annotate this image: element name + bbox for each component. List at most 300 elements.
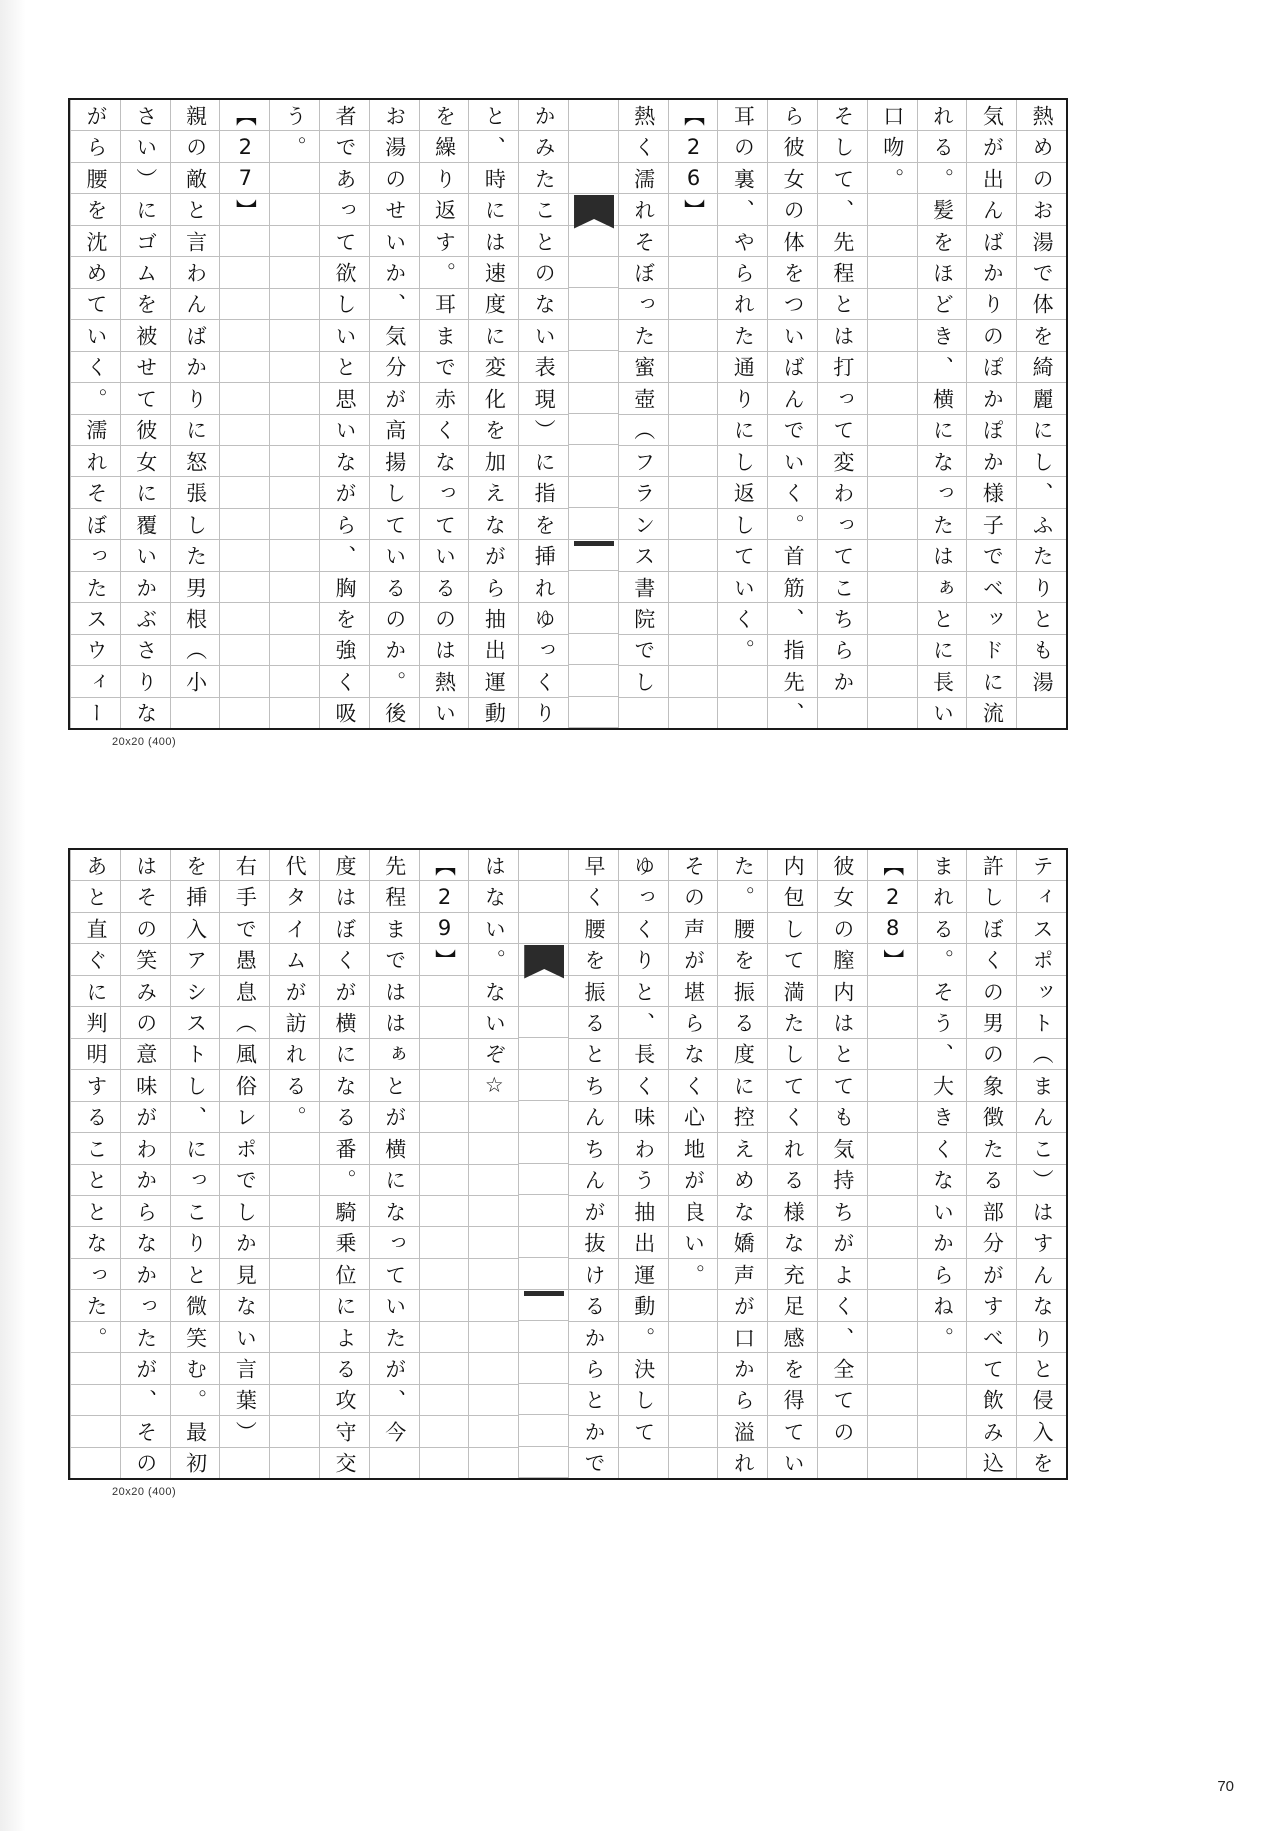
manuscript-cell: と [171,194,220,225]
manuscript-cell: 】 [420,944,469,975]
manuscript-cell [569,571,618,602]
manuscript-cell: 持 [818,1165,867,1196]
manuscript-cell: を [71,194,120,225]
manuscript-column [618,850,668,1478]
manuscript-cell: ぁ [918,572,967,603]
manuscript-cell: 濡 [619,163,668,194]
manuscript-cell [669,477,718,508]
manuscript-cell [868,1007,917,1038]
manuscript-cell: け [569,1259,618,1290]
manuscript-cell [669,257,718,288]
manuscript-column [618,100,668,728]
manuscript-cell: く [669,1070,718,1101]
manuscript-cell [569,131,618,162]
manuscript-cell: 男 [171,572,220,603]
manuscript-cell: 。 [669,1259,718,1290]
manuscript-cell: 赤 [420,383,469,414]
manuscript-cell [220,446,269,477]
manuscript-cell: 彼 [818,850,867,881]
manuscript-cell: 8 [868,913,917,944]
manuscript-cell: く [569,881,618,912]
manuscript-cell: に [918,415,967,446]
manuscript-column [319,850,369,1478]
manuscript-column [269,850,319,1478]
manuscript-cell: 程 [370,881,419,912]
manuscript-cell: 被 [121,320,170,351]
manuscript-cell: な [768,1227,817,1258]
manuscript-cell: も [818,1102,867,1133]
manuscript-cell: 分 [967,1227,1016,1258]
manuscript-cell: の [1017,163,1066,194]
manuscript-cell [469,1165,518,1196]
manuscript-cell: 速 [469,257,518,288]
manuscript-cell [420,1102,469,1133]
manuscript-cell: が [469,540,518,571]
manuscript-cell: て [718,540,767,571]
manuscript-cell: が [270,976,319,1007]
manuscript-cell: 地 [669,1133,718,1164]
manuscript-cell: い [669,1227,718,1258]
manuscript-cell: た [519,163,568,194]
sheet-caption-2: 20x20 (400) [112,1486,177,1498]
manuscript-cell: 【 [669,100,718,131]
manuscript-cell: 初 [183,1452,208,1474]
manuscript-cell: ー [83,702,108,724]
manuscript-cell [220,1448,269,1478]
manuscript-cell: し [370,477,419,508]
manuscript-cell: く [71,352,120,383]
manuscript-cell: が [121,1353,170,1384]
manuscript-cell: 早 [569,850,618,881]
manuscript-cell [270,1259,319,1290]
manuscript-cell: い [930,702,955,724]
manuscript-cell: の [171,131,220,162]
manuscript-cell: 長 [619,1039,668,1070]
manuscript-cell: 内 [768,850,817,881]
manuscript-cell: を [420,100,469,131]
scan-edge-shadow [0,0,26,1831]
manuscript-cell: る [320,1353,369,1384]
manuscript-column [419,850,469,1478]
manuscript-cell [270,698,319,728]
manuscript-cell: を [768,257,817,288]
manuscript-cell: を [519,509,568,540]
manuscript-cell [868,1102,917,1133]
manuscript-cell: 、 [918,1039,967,1070]
manuscript-cell [220,666,269,697]
manuscript-cell: の [669,881,718,912]
manuscript-cell: な [469,976,518,1007]
manuscript-cell [868,1227,917,1258]
manuscript-cell: 女 [768,163,817,194]
manuscript-cell: し [718,509,767,540]
manuscript-cell: ム [121,257,170,288]
manuscript-cell [669,1448,718,1478]
manuscript-cell: の [967,976,1016,1007]
manuscript-cell: わ [171,257,220,288]
manuscript-cell [669,352,718,383]
manuscript-cell: 。 [171,1385,220,1416]
manuscript-cell: 変 [469,352,518,383]
manuscript-cell [519,1227,568,1258]
manuscript-cell: わ [121,1133,170,1164]
manuscript-column [369,100,419,728]
section-rule [574,541,614,546]
manuscript-cell: や [718,226,767,257]
manuscript-cell: に [121,194,170,225]
manuscript-cell: の [967,1039,1016,1070]
manuscript-cell: 入 [171,913,220,944]
manuscript-cell: 。 [868,163,917,194]
manuscript-cell: こ [1017,1133,1066,1164]
manuscript-cell: た [718,850,767,881]
manuscript-cell: こ [818,572,867,603]
manuscript-cell: る [718,1007,767,1038]
manuscript-cell: 裏 [718,163,767,194]
manuscript-cell: っ [420,477,469,508]
manuscript-cell [270,603,319,634]
manuscript-cell: て [818,415,867,446]
manuscript-cell [270,477,319,508]
manuscript-cell: さ [121,100,170,131]
manuscript-cell: っ [71,540,120,571]
manuscript-column [419,100,469,728]
manuscript-cell: 振 [718,976,767,1007]
manuscript-cell: る [370,572,419,603]
manuscript-cell: ん [768,383,817,414]
manuscript-cell: て [768,1416,817,1447]
manuscript-cell: お [1017,194,1066,225]
manuscript-cell: く [519,666,568,697]
manuscript-cell: る [420,572,469,603]
manuscript-cell: 充 [768,1259,817,1290]
manuscript-cell [270,540,319,571]
manuscript-cell: は [818,320,867,351]
manuscript-cell: ば [768,352,817,383]
manuscript-cell: で [1017,257,1066,288]
manuscript-cell: つ [768,289,817,320]
manuscript-cell: あ [320,163,369,194]
manuscript-cell: 笑 [171,1322,220,1353]
manuscript-cell [669,509,718,540]
manuscript-cell: で [220,913,269,944]
manuscript-cell: る [569,1007,618,1038]
manuscript-cell: ト [1017,1007,1066,1038]
manuscript-cell: で [420,352,469,383]
manuscript-cell: 、 [121,1385,170,1416]
manuscript-cell: 、 [171,1102,220,1133]
manuscript-cell: 指 [519,477,568,508]
manuscript-cell: 度 [469,289,518,320]
manuscript-column [369,850,419,1478]
manuscript-cell: な [669,1039,718,1070]
manuscript-cell [220,509,269,540]
manuscript-cell: ぞ [469,1039,518,1070]
manuscript-cell [519,1384,568,1415]
manuscript-cell: る [918,913,967,944]
manuscript-cell [519,1038,568,1069]
manuscript-column [219,850,269,1478]
manuscript-cell: て [619,1416,668,1447]
manuscript-cell [519,1164,568,1195]
manuscript-cell: の [718,131,767,162]
manuscript-cell: り [967,289,1016,320]
manuscript-column [717,100,767,728]
manuscript-cell: ん [171,289,220,320]
manuscript-cell: ふ [1017,509,1066,540]
manuscript-cell [868,477,917,508]
manuscript-cell [220,320,269,351]
manuscript-cell: と [71,881,120,912]
manuscript-cell: 【 [868,850,917,881]
manuscript-cell [270,415,319,446]
manuscript-cell: 院 [619,603,668,634]
manuscript-cell [868,257,917,288]
manuscript-cell: 横 [370,1133,419,1164]
manuscript-cell [519,1353,568,1384]
manuscript-cell: い [519,320,568,351]
manuscript-cell: ） [121,163,170,194]
manuscript-cell: く [918,1133,967,1164]
manuscript-cell [569,603,618,634]
manuscript-cell: ら [71,131,120,162]
manuscript-cell: そ [71,477,120,508]
manuscript-cell: を [768,1353,817,1384]
manuscript-cell: な [220,1290,269,1321]
manuscript-cell: い [469,1007,518,1038]
manuscript-cell: 加 [469,446,518,477]
manuscript-cell: っ [121,1290,170,1321]
manuscript-cell: 筋 [768,572,817,603]
manuscript-cell [868,1416,917,1447]
manuscript-cell [71,1385,120,1416]
manuscript-cell: 覆 [121,509,170,540]
manuscript-cell [569,665,618,696]
manuscript-cell [669,320,718,351]
manuscript-cell: な [420,446,469,477]
manuscript-cell: 位 [320,1259,369,1290]
manuscript-cell: れ [718,289,767,320]
manuscript-cell: が [320,976,369,1007]
manuscript-cell: 。 [718,881,767,912]
manuscript-cell: 体 [1017,289,1066,320]
manuscript-cell [918,1448,967,1478]
manuscript-cell [718,698,767,728]
manuscript-cell: え [469,477,518,508]
manuscript-cell: ら [121,1196,170,1227]
manuscript-column [668,100,718,728]
manuscript-cell: ゆ [619,850,668,881]
manuscript-cell [669,226,718,257]
manuscript-cell: 声 [718,1259,767,1290]
manuscript-cell [469,1322,518,1353]
manuscript-cell: る [270,1070,319,1101]
manuscript-cell: か [967,383,1016,414]
manuscript-cell: 気 [370,320,419,351]
manuscript-cell [569,445,618,476]
manuscript-cell [519,1415,568,1446]
manuscript-cell: 】 [868,944,917,975]
manuscript-column [867,850,917,1478]
manuscript-cell: い [768,446,817,477]
manuscript-cell: を [569,944,618,975]
manuscript-cell [669,383,718,414]
manuscript-cell: 高 [370,415,419,446]
manuscript-cell: 壺 [619,383,668,414]
manuscript-cell: す [71,1070,120,1101]
manuscript-cell: は [370,976,419,1007]
manuscript-cell [469,1385,518,1416]
manuscript-cell: か [370,257,419,288]
manuscript-cell [270,1165,319,1196]
manuscript-column [170,100,220,728]
manuscript-cell: と [71,1196,120,1227]
manuscript-cell: の [967,320,1016,351]
manuscript-cell: （ [171,635,220,666]
manuscript-cell: し [320,289,369,320]
manuscript-cell [469,1196,518,1227]
manuscript-cell: る [768,1165,817,1196]
manuscript-cell: あ [71,850,120,881]
manuscript-cell [868,446,917,477]
manuscript-cell: め [718,1165,767,1196]
manuscript-column [668,850,718,1478]
manuscript-cell [868,352,917,383]
manuscript-cell: 6 [669,163,718,194]
manuscript-cell: と [519,226,568,257]
manuscript-cell: す [1017,1227,1066,1258]
manuscript-cell: て [320,226,369,257]
manuscript-cell: 揚 [370,446,419,477]
manuscript-cell [519,1447,568,1478]
manuscript-cell: 彼 [768,131,817,162]
manuscript-cell: 運 [619,1259,668,1290]
manuscript-cell: た [121,1322,170,1353]
manuscript-cell [519,881,568,912]
manuscript-cell: 湯 [370,131,419,162]
manuscript-cell: か [569,1322,618,1353]
manuscript-cell [868,415,917,446]
manuscript-cell: ） [1017,1165,1066,1196]
manuscript-cell: て [71,289,120,320]
manuscript-sheet-2 [68,848,1068,1480]
manuscript-cell: 訪 [270,1007,319,1038]
manuscript-cell: ほ [918,257,967,288]
manuscript-cell: で [220,1165,269,1196]
manuscript-cell: ぁ [370,1039,419,1070]
manuscript-cell [868,1133,917,1164]
manuscript-cell: 、 [370,1385,419,1416]
manuscript-cell [868,226,917,257]
manuscript-cell: 。 [918,944,967,975]
manuscript-cell: の [818,913,867,944]
manuscript-cell: み [121,976,170,1007]
manuscript-cell [569,351,618,382]
manuscript-cell: 様 [768,1196,817,1227]
manuscript-cell: 抽 [619,1196,668,1227]
manuscript-cell: 、 [918,352,967,383]
manuscript-cell: 。 [918,163,967,194]
manuscript-cell: に [370,1165,419,1196]
manuscript-cell: が [967,1259,1016,1290]
manuscript-cell [868,635,917,666]
manuscript-cell: ば [967,226,1016,257]
manuscript-cell: な [1017,1290,1066,1321]
manuscript-cell: 侵 [1017,1385,1066,1416]
manuscript-cell: 子 [967,509,1016,540]
manuscript-cell: 出 [967,163,1016,194]
manuscript-cell: ら [569,1353,618,1384]
manuscript-cell: に [121,477,170,508]
manuscript-cell: に [320,1039,369,1070]
manuscript-cell: 大 [918,1070,967,1101]
manuscript-cell: か [569,1416,618,1447]
manuscript-column [966,850,1016,1478]
manuscript-cell [569,257,618,288]
manuscript-cell: お [370,100,419,131]
manuscript-cell: 。 [270,1102,319,1133]
manuscript-cell: れ [619,194,668,225]
manuscript-cell: 。 [918,1322,967,1353]
manuscript-cell: 小 [171,666,220,697]
manuscript-cell: に [469,194,518,225]
manuscript-cell [220,257,269,288]
manuscript-column [518,100,568,728]
manuscript-cell: ぽ [967,352,1016,383]
manuscript-cell [868,1165,917,1196]
manuscript-cell: 先 [768,666,817,697]
manuscript-cell: 入 [1017,1416,1066,1447]
manuscript-cell [569,100,618,131]
manuscript-cell: 込 [980,1452,1005,1474]
manuscript-cell: す [420,226,469,257]
manuscript-cell: 堪 [669,976,718,1007]
manuscript-cell: く [619,913,668,944]
manuscript-cell: 思 [320,383,369,414]
manuscript-cell [868,540,917,571]
manuscript-cell: ら [320,509,369,540]
manuscript-cell: 動 [619,1290,668,1321]
manuscript-cell: ィ [71,666,120,697]
manuscript-cell: 沈 [71,226,120,257]
manuscript-cell: 葉 [220,1385,269,1416]
manuscript-cell: 動 [482,702,507,724]
manuscript-cell: 、 [718,194,767,225]
manuscript-cell: 程 [818,257,867,288]
manuscript-column [917,850,967,1478]
manuscript-cell [669,540,718,571]
manuscript-cell: 膣 [818,944,867,975]
manuscript-cell: ま [370,913,419,944]
manuscript-cell: と [818,289,867,320]
manuscript-cell: き [918,1102,967,1133]
manuscript-cell: 。 [420,257,469,288]
manuscript-cell: 敵 [171,163,220,194]
manuscript-cell [868,666,917,697]
manuscript-cell: か [220,1227,269,1258]
manuscript-cell [420,1133,469,1164]
manuscript-cell: わ [818,477,867,508]
manuscript-column [717,850,767,1478]
manuscript-cell: イ [270,913,319,944]
manuscript-cell: で [581,1452,606,1474]
manuscript-cell: 、 [370,289,419,320]
manuscript-cell: が [370,1102,419,1133]
manuscript-cell: は [818,1007,867,1038]
manuscript-cell [220,572,269,603]
manuscript-cell [270,1353,319,1384]
manuscript-cell: 直 [71,913,120,944]
